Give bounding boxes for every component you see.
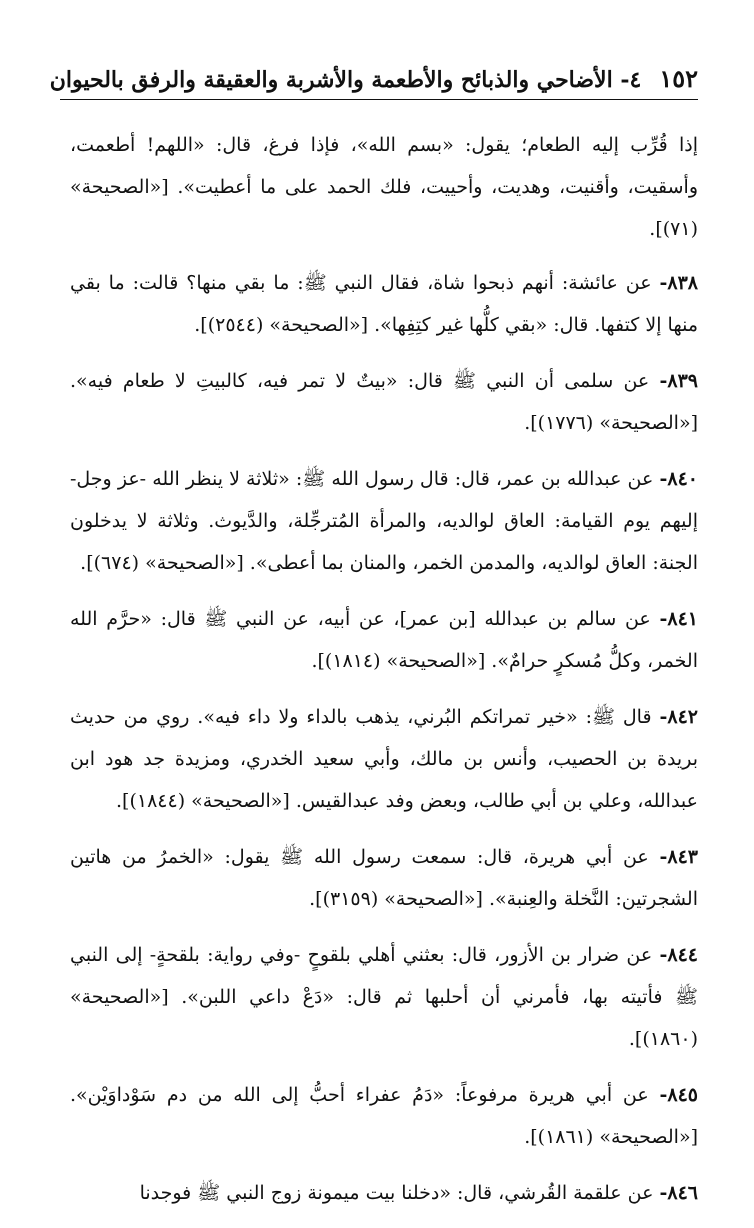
hadith-text: عن أبي هريرة مرفوعاً: «دَمُ عفراء أحبُّ إلى الله من دم سَوْداوَيْن». [«الصحيحة» (١٨٦١)]. bbox=[70, 1084, 698, 1148]
hadith-number: ٨٤٠- bbox=[659, 468, 698, 490]
hadith-number: ٨٣٨- bbox=[659, 272, 698, 294]
running-title: ٤- الأضاحي والذبائح والأطعمة والأشربة والعقيقة والرفق بالحيوان bbox=[49, 67, 642, 93]
hadith-paragraph bbox=[70, 696, 698, 822]
hadith-paragraph bbox=[70, 836, 698, 920]
hadith-text: قال ﷺ: «خير تمراتكم البُرني، يذهب بالداء ولا داء فيه». روي من حديث بريدة بن الحصيب، وأنس بن مالك، وأبي سعيد الخدري، ومزيدة جد هود ابن عبدالله، وعلي بن أبي طالب، وبعض وفد عبدالقيس. [«الصحيحة» (١٨٤٤)]. bbox=[70, 706, 698, 812]
hadith-paragraph bbox=[70, 598, 698, 682]
hadith-paragraph bbox=[70, 262, 698, 346]
hadith-paragraph bbox=[70, 124, 698, 250]
hadith-text: عن أبي هريرة، قال: سمعت رسول الله ﷺ يقول: «الخمرُ من هاتين الشجرتين: النَّخلة والعِنبة». [«الصحيحة» (٣١٥٩)]. bbox=[70, 846, 698, 910]
hadith-number: ٨٤٤- bbox=[659, 944, 698, 966]
hadith-paragraph bbox=[70, 934, 698, 1060]
hadith-number: ٨٤٣- bbox=[659, 846, 698, 868]
hadith-number: ٨٤٥- bbox=[659, 1084, 698, 1106]
hadith-number: ٨٣٩- bbox=[659, 370, 698, 392]
hadith-text: إذا قُرِّب إليه الطعام؛ يقول: «بسم الله»، فإذا فرغ، قال: «اللهم! أطعمت، وأسقيت، وأقنيت، وهديت، وأحييت، فلك الحمد على ما أعطيت». [«الصحيحة» (٧١)]. bbox=[70, 134, 698, 240]
hadith-paragraph bbox=[70, 1172, 698, 1214]
hadith-text: عن ضرار بن الأزور، قال: بعثني أهلي بلقوحٍ -وفي رواية: بلقحةٍ- إلى النبي ﷺ فأتيته بها، فأمرني أن أحلبها ثم قال: «دَعْ داعي اللبن». [«الصحيحة» (١٨٦٠)]. bbox=[70, 944, 698, 1050]
hadith-paragraph bbox=[70, 360, 698, 444]
hadith-text: عن عبدالله بن عمر، قال: قال رسول الله ﷺ: «ثلاثة لا ينظر الله -عز وجل- إليهم يوم القيامة: العاق لوالديه، والمرأة المُترجِّلة، والدَّيوث. وثلاثة لا يدخلون الجنة: العاق لوالديه، والمدمن الخمر، والمنان بما أعطى». [«الصحيحة» (٦٧٤)]. bbox=[70, 468, 698, 574]
hadith-number: ٨٤٦- bbox=[659, 1182, 698, 1204]
hadith-paragraph bbox=[70, 458, 698, 584]
page-body bbox=[70, 124, 698, 1228]
hadith-text: عن سلمى أن النبي ﷺ قال: «بيتٌ لا تمر فيه، كالبيتِ لا طعام فيه». [«الصحيحة» (١٧٧٦)]. bbox=[70, 370, 698, 434]
hadith-paragraph bbox=[70, 1074, 698, 1158]
hadith-text: عن سالم بن عبدالله [بن عمر]، عن أبيه، عن النبي ﷺ قال: «حرَّم الله الخمر، وكلُّ مُسكرٍ حرامٌ». [«الصحيحة» (١٨١٤)]. bbox=[70, 608, 698, 672]
hadith-text: عن عائشة: أنهم ذبحوا شاة، فقال النبي ﷺ: ما بقي منها؟ قالت: ما بقي منها إلا كتفها. قال: «بقي كلُّها غير كتِفِها». [«الصحيحة» (٢٥٤٤)]. bbox=[70, 272, 698, 336]
page-header bbox=[49, 52, 698, 100]
hadith-number: ٨٤١- bbox=[659, 608, 699, 630]
hadith-number: ٨٤٢- bbox=[659, 706, 698, 728]
hadith-text: عن علقمة القُرشي، قال: «دخلنا بيت ميمونة زوج النبي ﷺ فوجدنا bbox=[139, 1182, 654, 1204]
page-number: ١٥٢ bbox=[659, 64, 698, 93]
